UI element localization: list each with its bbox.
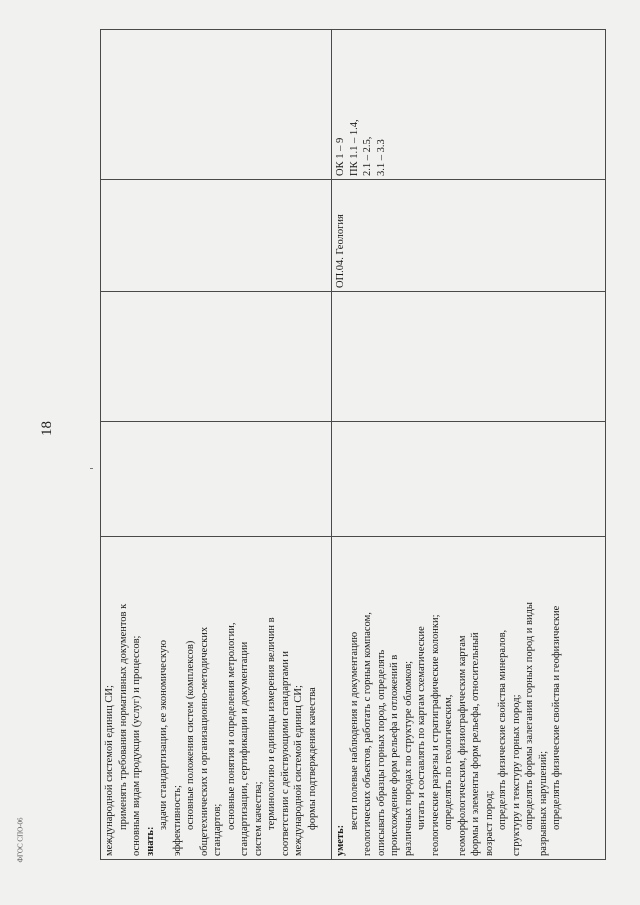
row1-discipline-cell [101,180,332,292]
rotated-table-area [100,30,605,860]
page-number: 18 [39,421,55,436]
content-line: геологические разрезы и стратиграфические колонки; [429,614,441,856]
content-line: вести полевые наблюдения и документацию [348,631,360,830]
content-line: задачи стандартизации, ее экономическую [158,640,169,830]
discipline-name: ОП.04. Геология [335,214,346,288]
content-line: соответствии с действующими стандартами и [279,650,291,856]
row1-cell-2 [101,422,332,537]
row2-discipline-cell [332,180,606,292]
row2-competency-cell [332,30,606,180]
competency-code: 3.1 – 3.3 [375,139,387,176]
content-line: описывать образцы горных пород, определять [375,649,387,856]
content-line: международной системой единиц СИ; [104,685,115,856]
competency-code: 2.1 – 2.5, [362,136,373,176]
content-line: определять физические свойства минералов, [497,629,508,830]
content-line: стандартов; [212,803,223,856]
content-line: разрывных нарушений; [537,750,549,856]
table-row-1 [101,30,332,860]
row2-content-lines [334,540,564,856]
row1-content-cell [101,537,332,860]
content-line: формы подтверждения качества [306,687,318,830]
content-line: общетехнических и организационно-методических [198,626,210,856]
content-line: происхождение форм рельефа и отложений в [389,654,400,856]
content-line: стандартизации, сертификации и документации [239,641,250,856]
content-line: систем качества; [252,781,264,856]
content-line: определять по геологическим, [443,694,454,830]
content-line: эффективность; [171,785,183,856]
content-line: применять требования нормативных документов к [117,603,129,830]
table-row-2 [332,30,606,860]
content-line: определять формы залегания горных пород и виды [524,602,535,830]
content-line: возраст пород; [483,790,495,856]
row2-cell-2 [332,422,606,537]
content-line: основные понятия и определения метрологии, [225,622,237,830]
row2-cell-3 [332,292,606,422]
content-line: читать и составлять по картам схематические [416,626,427,830]
content-line: геоморфологическим, физиографическим картам [456,635,468,856]
row1-competency-cell [101,30,332,180]
content-line: международной системой единиц СИ; [293,685,304,856]
competency-list [334,33,388,176]
content-line: структуру и текстуру горных пород; [510,694,522,856]
content-line: терминологию и единицы измерения величин в [266,617,277,830]
competency-code: ПК 1.1 – 1.4, [348,119,360,176]
competency-code: ОК 1 – 9 [335,137,346,176]
scan-artifact [90,468,93,469]
curriculum-table [100,29,606,860]
row1-cell-3 [101,292,332,422]
footer-code: ФГОС СПО-06 [16,817,25,863]
content-line: основным видам продукции (услуг) и процессов; [131,635,142,856]
content-line: основные положения систем (комплексов) [185,640,196,830]
content-line: геологических объектов, работать с горным компасом, [362,612,373,856]
content-line: формы и элементы форм рельефа, относительный [470,632,481,856]
row1-content-lines [103,540,319,856]
section-label: уметь: [335,824,346,856]
row2-content-cell [332,537,606,860]
section-label: знать: [144,826,156,856]
content-line: различных породах по структуре обломков; [402,660,414,856]
content-line: определять физические свойства и геофизические [551,605,562,830]
